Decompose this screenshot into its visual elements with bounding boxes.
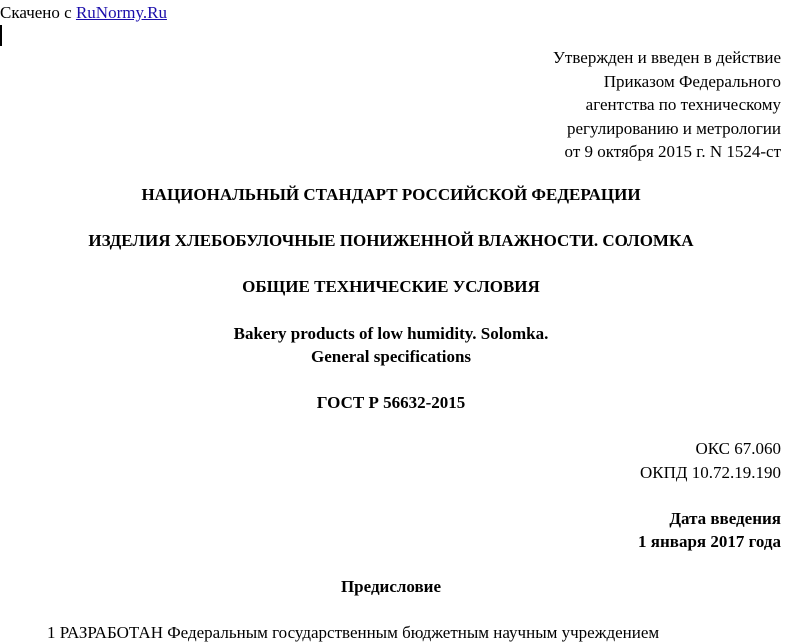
approval-line: Приказом Федерального	[603, 71, 781, 91]
source-link[interactable]: RuNormy.Ru	[75, 3, 167, 22]
approval-line: регулированию и метрологии	[566, 118, 781, 138]
foreword-heading: Предисловие	[340, 577, 442, 596]
source-line	[0, 2, 167, 24]
oks-code: ОКС 67.060	[695, 439, 781, 458]
classification-codes	[640, 437, 781, 485]
source-prefix: Скачено с	[0, 3, 76, 22]
text-cursor	[0, 25, 2, 46]
approval-line: агентства по техническому	[585, 95, 781, 114]
okpd-code: ОКПД 10.72.19.190	[640, 463, 781, 482]
approval-line: от 9 октября 2015 г. N 1524-ст	[564, 142, 781, 161]
document-title: ИЗДЕЛИЯ ХЛЕБОБУЛОЧНЫЕ ПОНИЖЕННОЙ ВЛАЖНОСТИ. СОЛОМКА	[88, 231, 694, 250]
english-title	[0, 322, 782, 368]
approval-line: Утвержден и введен в действие	[552, 48, 781, 67]
introduction-date-value: 1 января 2017 года	[638, 532, 781, 551]
introduction-date-label: Дата введения	[669, 509, 781, 528]
national-standard-heading: НАЦИОНАЛЬНЫЙ СТАНДАРТ РОССИЙСКОЙ ФЕДЕРАЦИИ	[141, 185, 641, 204]
gost-number: ГОСТ Р 56632-2015	[316, 393, 466, 412]
document-subtitle: ОБЩИЕ ТЕХНИЧЕСКИЕ УСЛОВИЯ	[242, 277, 540, 296]
english-title-line: General specifications	[310, 347, 472, 366]
english-title-line: Bakery products of low humidity. Solomka.	[233, 324, 549, 343]
approval-block	[553, 46, 781, 164]
foreword-paragraph: 1 РАЗРАБОТАН Федеральным государственным бюджетным научным учреждением	[47, 623, 660, 642]
introduction-date	[638, 507, 781, 553]
